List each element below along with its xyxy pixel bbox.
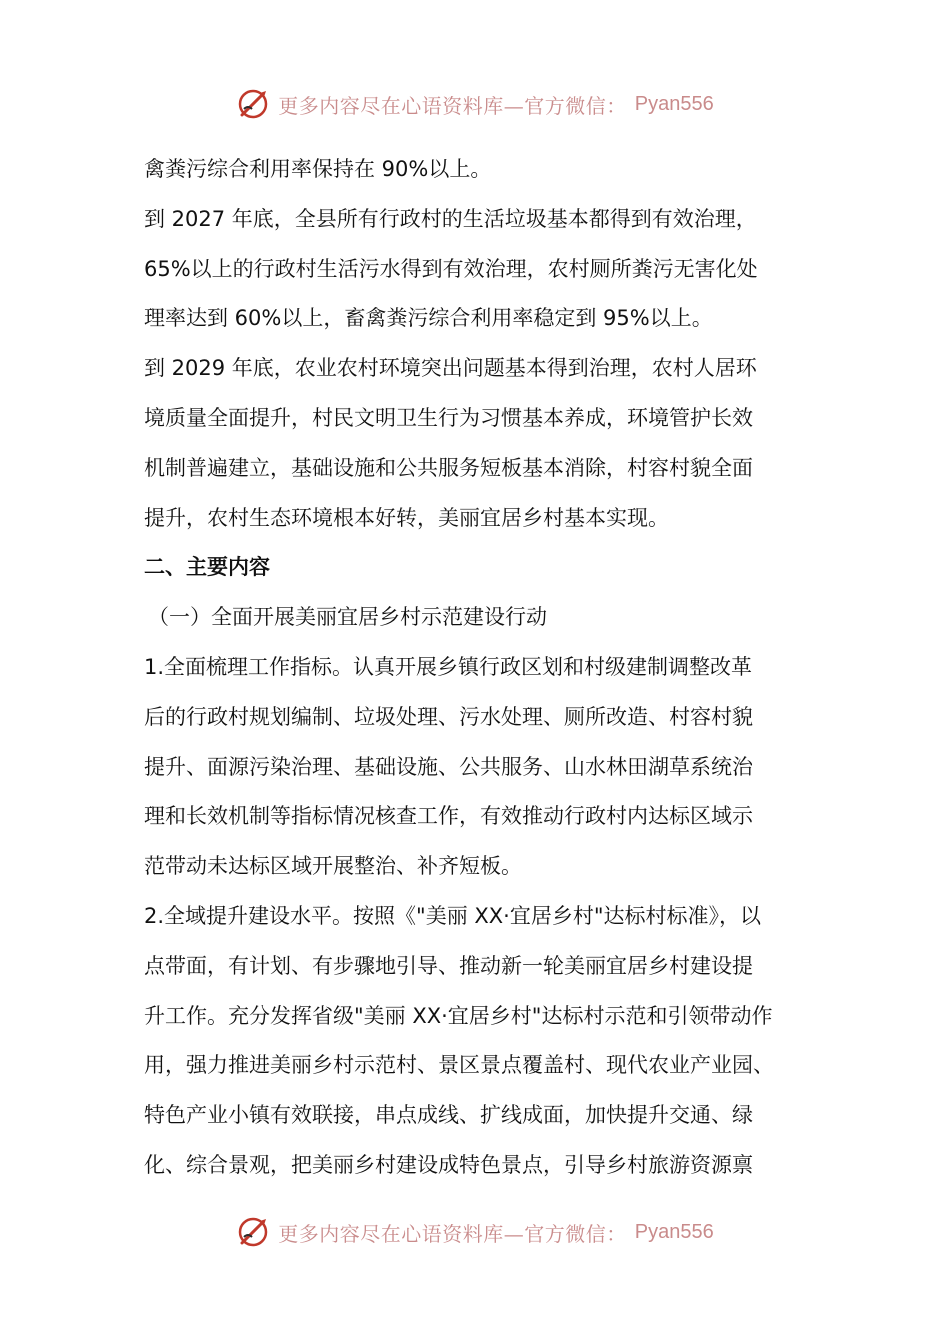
text-line: 后的行政村规划编制、垃圾处理、污水处理、厕所改造、村容村貌 — [144, 704, 753, 729]
text-line: 升工作。充分发挥省级"美丽 XX·宜居乡村"达标村示范和引领带动作 — [144, 1003, 773, 1028]
watermark-wechat-id: Pyan556 — [634, 1220, 714, 1243]
text-line: 范带动未达标区域开展整治、补齐短板。 — [144, 854, 522, 879]
section-heading: 二、主要内容 — [144, 555, 270, 580]
text-line: 境质量全面提升，村民文明卫生行为习惯基本养成，环境管护长效 — [144, 405, 753, 430]
text-line: 理和长效机制等指标情况核查工作，有效推动行政村内达标区域示 — [144, 804, 753, 829]
watermark-header — [0, 84, 950, 124]
watermark-text: 更多内容尽在心语资料库—官方微信： — [278, 93, 627, 118]
document-body — [144, 145, 816, 1191]
text-line: 禽粪污综合利用率保持在 90%以上。 — [144, 157, 492, 181]
text-line: 特色产业小镇有效联接，串点成线、扩线成面，加快提升交通、绿 — [144, 1103, 753, 1128]
pen-logo-icon — [236, 1215, 270, 1249]
subsection-heading: （一）全面开展美丽宜居乡村示范建设行动 — [148, 605, 547, 630]
watermark-wechat-id: Pyan556 — [634, 92, 714, 115]
text-line: 到 2029 年底，农业农村环境突出问题基本得到治理，农村人居环 — [144, 356, 757, 381]
text-line: 到 2027 年底，全县所有行政村的生活垃圾基本都得到有效治理， — [144, 206, 757, 231]
text-line: 提升，农村生态环境根本好转，美丽宜居乡村基本实现。 — [144, 505, 669, 530]
text-line: 点带面，有计划、有步骤地引导、推动新一轮美丽宜居乡村建设提 — [144, 953, 753, 978]
watermark-footer — [0, 1212, 950, 1252]
text-line: 2.全域提升建设水平。按照《"美丽 XX·宜居乡村"达标村标准》，以 — [144, 903, 761, 928]
text-line: 65%以上的行政村生活污水得到有效治理，农村厕所粪污无害化处 — [144, 256, 758, 281]
text-line: 用，强力推进美丽乡村示范村、景区景点覆盖村、现代农业产业园、 — [144, 1053, 774, 1078]
pen-logo-icon — [236, 87, 270, 121]
text-line: 提升、面源污染治理、基础设施、公共服务、山水林田湖草系统治 — [144, 754, 753, 779]
watermark-text: 更多内容尽在心语资料库—官方微信： — [278, 1221, 627, 1246]
text-line: 1.全面梳理工作指标。认真开展乡镇行政区划和村级建制调整改革 — [144, 654, 753, 679]
text-line: 化、综合景观，把美丽乡村建设成特色景点，引导乡村旅游资源禀 — [144, 1152, 753, 1177]
text-line: 理率达到 60%以上，畜禽粪污综合利用率稳定到 95%以上。 — [144, 306, 713, 331]
text-line: 机制普遍建立，基础设施和公共服务短板基本消除，村容村貌全面 — [144, 455, 753, 480]
